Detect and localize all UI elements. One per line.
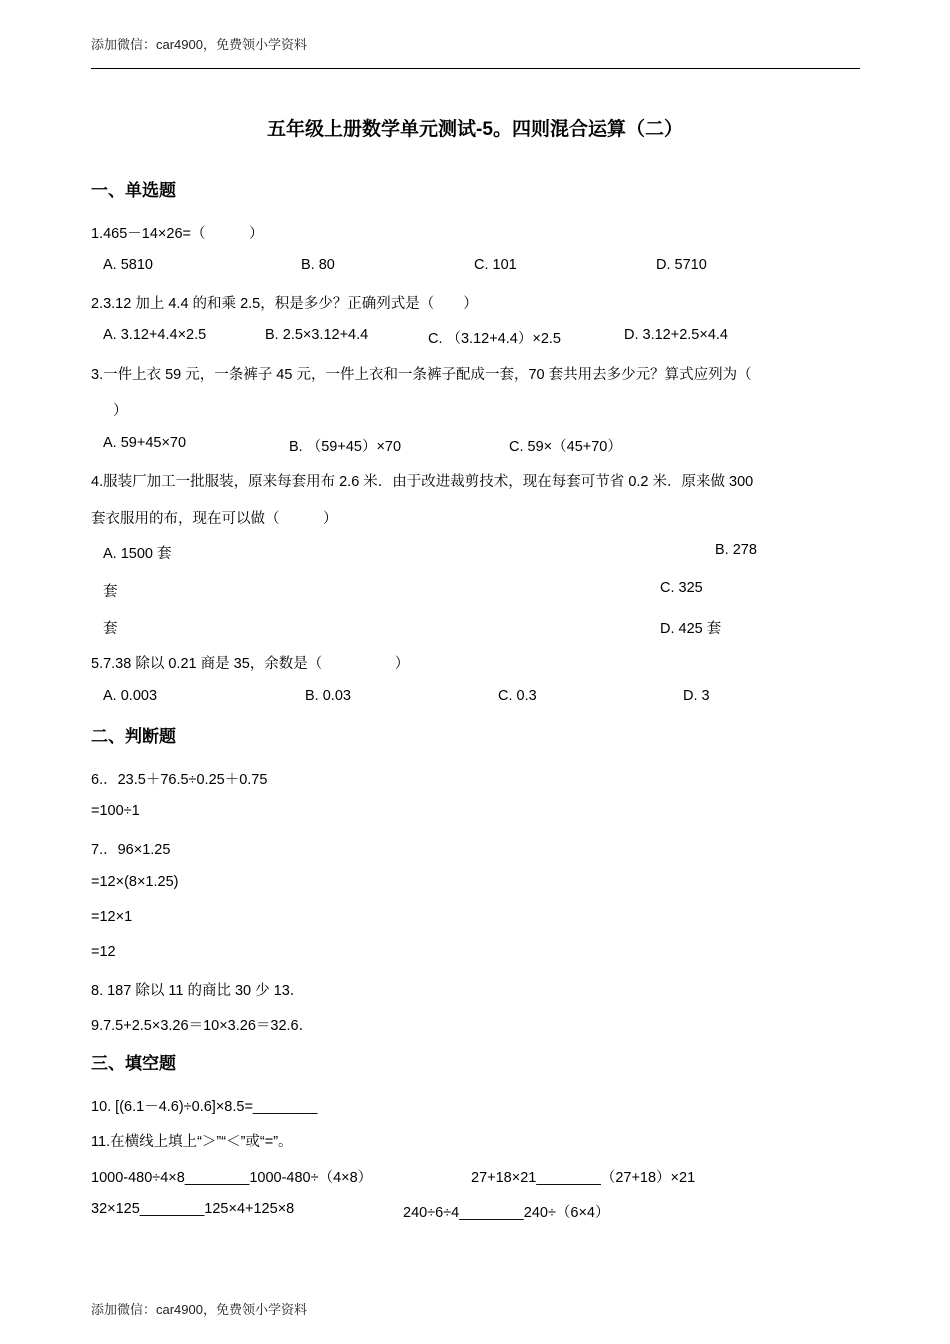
- question-5-option-d[interactable]: D. 3: [683, 688, 710, 704]
- judge-line: =12×1: [91, 909, 133, 925]
- question-1-option-d[interactable]: D. 5710: [656, 257, 707, 273]
- question-5-option-a[interactable]: A. 0.003: [103, 688, 158, 704]
- question-1-stem: 1.465－14×26=（ ）: [91, 226, 264, 242]
- question-4-option-c[interactable]: C. 325: [660, 580, 703, 596]
- fill-item: 1000-480÷4×8________1000-480÷（4×8）: [91, 1170, 373, 1186]
- question-4-option-a[interactable]: A. 1500 套: [103, 546, 172, 562]
- section-heading-single-choice: 一、单选题: [91, 181, 176, 200]
- question-4-option-b-unit: 套: [103, 584, 118, 600]
- section-heading-fill-in: 三、填空题: [91, 1054, 176, 1073]
- question-3-option-c[interactable]: C. 59×（45+70）: [509, 439, 622, 455]
- header-note: 添加微信：car4900，免费领小学资料: [91, 37, 307, 52]
- question-4-option-b[interactable]: B. 278: [715, 542, 757, 558]
- judge-line: 7.．96×1.25: [91, 842, 171, 858]
- fill-item: 32×125________125×4+125×8: [91, 1201, 295, 1217]
- question-5-option-c[interactable]: C. 0.3: [498, 688, 537, 704]
- footer-note: 添加微信：car4900，免费领小学资料: [91, 1302, 307, 1317]
- question-3-option-a[interactable]: A. 59+45×70: [103, 435, 187, 451]
- question-10: 10. [(6.1－4.6)÷0.6]×8.5=________: [91, 1099, 318, 1115]
- question-1-option-c[interactable]: C. 101: [474, 257, 517, 273]
- question-1-option-b[interactable]: B. 80: [301, 257, 335, 273]
- question-2-option-d[interactable]: D. 3.12+2.5×4.4: [624, 327, 728, 343]
- question-11-stem: 11.在横线上填上“＞”“＜”或“=”。: [91, 1134, 293, 1150]
- judge-line: 6.．23.5＋76.5÷0.25＋0.75: [91, 772, 268, 788]
- question-3-option-b[interactable]: B. （59+45）×70: [289, 439, 402, 455]
- question-2-option-a[interactable]: A. 3.12+4.4×2.5: [103, 327, 207, 343]
- header-divider: [91, 68, 860, 69]
- question-4-option-d[interactable]: D. 425 套: [660, 621, 722, 637]
- fill-item: 27+18×21________（27+18）×21: [471, 1170, 696, 1186]
- page-title: 五年级上册数学单元测试-5。四则混合运算（二）: [267, 119, 683, 140]
- judge-line: =100÷1: [91, 803, 140, 819]
- question-3-stem: 3.一件上衣 59 元，一条裤子 45 元，一件上衣和一条裤子配成一套，70 套共用去多少元？算式应列为（: [91, 367, 752, 383]
- question-2-stem: 2.3.12 加上 4.4 的和乘 2.5，积是多少？正确列式是（ ）: [91, 296, 478, 312]
- question-5-stem: 5.7.38 除以 0.21 商是 35，余数是（ ）: [91, 656, 410, 672]
- question-2-option-c[interactable]: C. （3.12+4.4）×2.5: [428, 331, 561, 347]
- question-4-stem-continued: 套衣服用的布，现在可以做（ ）: [91, 511, 338, 527]
- question-2-option-b[interactable]: B. 2.5×3.12+4.4: [265, 327, 369, 343]
- judge-line: =12: [91, 944, 116, 960]
- section-heading-true-false: 二、判断题: [91, 727, 176, 746]
- judge-line: =12×(8×1.25): [91, 874, 179, 890]
- judge-line: 8. 187 除以 11 的商比 30 少 13．: [91, 983, 305, 999]
- judge-line: 9.7.5+2.5×3.26＝10×3.26＝32.6．: [91, 1018, 314, 1034]
- question-1-option-a[interactable]: A. 5810: [103, 257, 153, 273]
- question-3-stem-continued: ）: [113, 403, 128, 419]
- question-5-option-b[interactable]: B. 0.03: [305, 688, 351, 704]
- fill-item: 240÷6÷4________240÷（6×4）: [403, 1205, 610, 1221]
- question-4-stem: 4.服装厂加工一批服装，原来每套用布 2.6 米．由于改进裁剪技术，现在每套可节省 0.2 米．原来做 300: [91, 474, 754, 490]
- question-4-option-c-unit: 套: [103, 621, 118, 637]
